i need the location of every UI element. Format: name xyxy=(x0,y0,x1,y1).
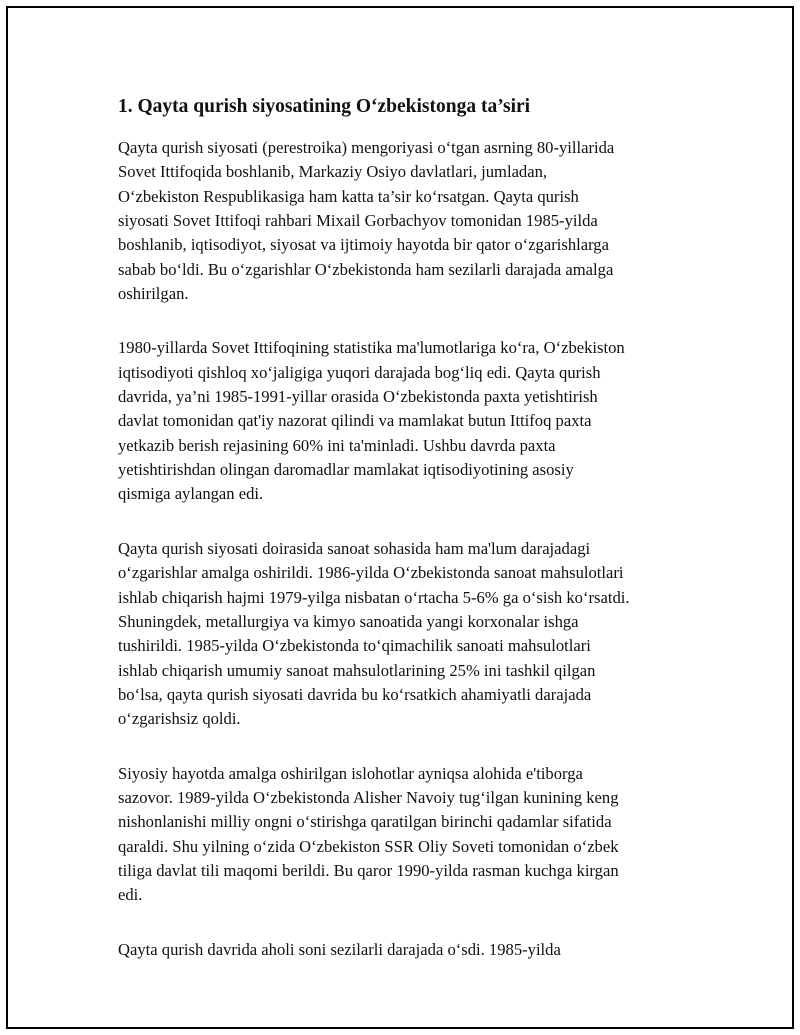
paragraph-2 xyxy=(118,336,693,506)
paragraph-line: yetishtirishdan olingan daromadlar mamlakat iqtisodiyotining asosiy xyxy=(118,460,574,480)
paragraph-line: ishlab chiqarish hajmi 1979-yilga nisbatan o‘rtacha 5-6% ga o‘sish ko‘rsatdi. xyxy=(118,587,630,607)
paragraph-line: Qayta qurish davrida aholi soni sezilarli darajada o‘sdi. 1985-yilda xyxy=(118,939,561,959)
paragraph-line: boshlanib, iqtisodiyot, siyosat va ijtimoiy hayotda bir qator o‘zgarishlarga xyxy=(118,235,609,255)
paragraph-line: davlat tomonidan qat'iy nazorat qilindi va mamlakat butun Ittifoq paxta xyxy=(118,411,592,431)
paragraph-line: tiliga davlat tili maqomi berildi. Bu qaror 1990-yilda rasman kuchga kirgan xyxy=(118,860,619,880)
paragraph-3 xyxy=(118,537,693,732)
paragraph-line: sazovor. 1989-yilda O‘zbekistonda Alisher Navoiy tug‘ilgan kunining keng xyxy=(118,787,619,807)
paragraph-line: yetkazib berish rejasining 60% ini ta'minladi. Ushbu davrda paxta xyxy=(118,435,556,455)
paragraph-5 xyxy=(118,938,693,962)
paragraph-line: o‘zgarishlar amalga oshirildi. 1986-yilda O‘zbekistonda sanoat mahsulotlari xyxy=(118,563,624,583)
paragraph-line: Siyosiy hayotda amalga oshirilgan islohotlar ayniqsa alohida e'tiborga xyxy=(118,763,583,783)
paragraph-line: iqtisodiyoti qishloq xo‘jaligiga yuqori darajada bog‘liq edi. Qayta qurish xyxy=(118,362,601,382)
paragraph-line: Sovet Ittifoqida boshlanib, Markaziy Osiyo davlatlari, jumladan, xyxy=(118,162,548,182)
paragraph-line: O‘zbekiston Respublikasiga ham katta ta’sir ko‘rsatgan. Qayta qurish xyxy=(118,186,579,206)
document-body xyxy=(118,92,693,992)
paragraph-line: Shuningdek, metallurgiya va kimyo sanoatida yangi korxonalar ishga xyxy=(118,611,579,631)
section-title: 1. Qayta qurish siyosatining O‘zbekistonga ta’siri xyxy=(118,96,531,117)
paragraph-line: 1980-yillarda Sovet Ittifoqining statistika ma'lumotlariga ko‘ra, O‘zbekiston xyxy=(118,338,625,358)
paragraph-1 xyxy=(118,136,693,306)
paragraph-line: qaraldi. Shu yilning o‘zida O‘zbekiston SSR Oliy Soveti tomonidan o‘zbek xyxy=(118,836,619,856)
paragraph-line: ishlab chiqarish umumiy sanoat mahsulotlarining 25% ini tashkil qilgan xyxy=(118,660,596,680)
paragraph-line: davrida, ya’ni 1985-1991-yillar orasida O‘zbekistonda paxta yetishtirish xyxy=(118,387,598,407)
paragraph-line: qismiga aylangan edi. xyxy=(118,484,264,504)
paragraph-line: Qayta qurish siyosati doirasida sanoat sohasida ham ma'lum darajadagi xyxy=(118,538,591,558)
paragraph-line: sabab bo‘ldi. Bu o‘zgarishlar O‘zbekistonda ham sezilarli darajada amalga xyxy=(118,259,614,279)
paragraph-line: bo‘lsa, qayta qurish siyosati davrida bu ko‘rsatkich ahamiyatli darajada xyxy=(118,684,592,704)
paragraph-line: nishonlanishi milliy ongni o‘stirishga qaratilgan birinchi qadamlar sifatida xyxy=(118,812,612,832)
paragraph-line: o‘zgarishsiz qoldi. xyxy=(118,709,241,729)
paragraph-4 xyxy=(118,762,693,908)
paragraph-line: tushirildi. 1985-yilda O‘zbekistonda to‘qimachilik sanoati mahsulotlari xyxy=(118,636,591,656)
paragraph-line: Qayta qurish siyosati (perestroika) mengoriyasi o‘tgan asrning 80-yillarida xyxy=(118,138,615,157)
paragraph-line: oshirilgan. xyxy=(118,284,189,304)
paragraph-line: siyosati Sovet Ittifoqi rahbari Mixail Gorbachyov tomonidan 1985-yilda xyxy=(118,211,598,231)
paragraph-line: edi. xyxy=(118,885,143,905)
